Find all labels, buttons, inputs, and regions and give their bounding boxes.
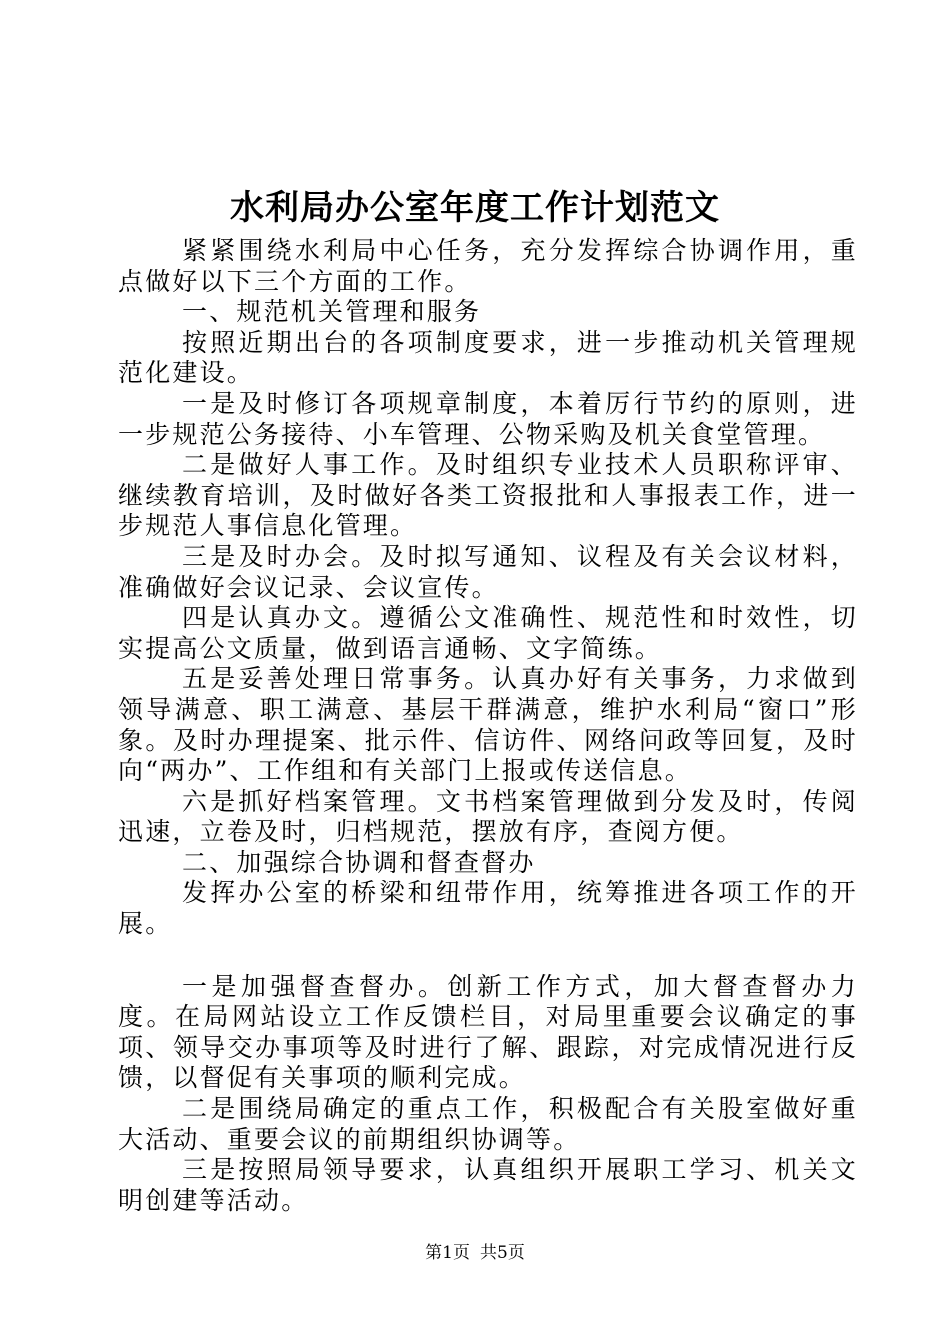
page-number: 第1页 — [425, 1243, 470, 1263]
section-heading-1: 一、规范机关管理和服务 — [182, 297, 482, 327]
section-heading-2: 二、加强综合协调和督查督办 — [182, 847, 536, 877]
paragraph: 一是加强督查督办。创新工作方式，加大督查督办力度。在局网站设立工作反馈栏目，对局里重要会议确定的事项、领导交办事项等及时进行了解、跟踪，对完成情况进行反馈，以督促有关事项的顺利完成。 — [118, 971, 858, 1093]
paragraph: 六是抓好档案管理。文书档案管理做到分发及时，传阅迅速，立卷及时，归档规范，摆放有序，查阅方便。 — [118, 786, 858, 847]
document-title: 水利局办公室年度工作计划范文 — [230, 188, 720, 228]
document-body — [118, 236, 858, 1216]
page-total: 共5页 — [480, 1243, 525, 1263]
intro-paragraph: 紧紧围绕水利局中心任务，充分发挥综合协调作用，重点做好以下三个方面的工作。 — [118, 236, 858, 296]
paragraph: 三是按照局领导要求，认真组织开展职工学习、机关文明创建等活动。 — [118, 1155, 858, 1215]
paragraph: 发挥办公室的桥梁和纽带作用，统筹推进各项工作的开展。 — [118, 878, 858, 939]
paragraph: 二是做好人事工作。及时组织专业技术人员职称评审、继续教育培训，及时做好各类工资报批和人事报表工作，进一步规范人事信息化管理。 — [118, 450, 858, 541]
paragraph: 二是围绕局确定的重点工作，积极配合有关股室做好重大活动、重要会议的前期组织协调等。 — [118, 1094, 858, 1154]
paragraph: 一是及时修订各项规章制度，本着厉行节约的原则，进一步规范公务接待、小车管理、公物采购及机关食堂管理。 — [118, 388, 858, 449]
page-footer — [0, 1242, 950, 1264]
paragraph: 三是及时办会。及时拟写通知、议程及有关会议材料，准确做好会议记录、会议宣传。 — [118, 541, 858, 602]
paragraph: 五是妥善处理日常事务。认真办好有关事务，力求做到领导满意、职工满意、基层干群满意，维护水利局“窗口”形象。及时办理提案、批示件、信访件、网络问政等回复，及时向“两办”、工作组和有关部门上报或传送信息。 — [118, 664, 858, 786]
paragraph: 按照近期出台的各项制度要求，进一步推动机关管理规范化建设。 — [118, 327, 858, 388]
paragraph: 四是认真办文。遵循公文准确性、规范性和时效性，切实提高公文质量，做到语言通畅、文字简练。 — [118, 603, 858, 663]
